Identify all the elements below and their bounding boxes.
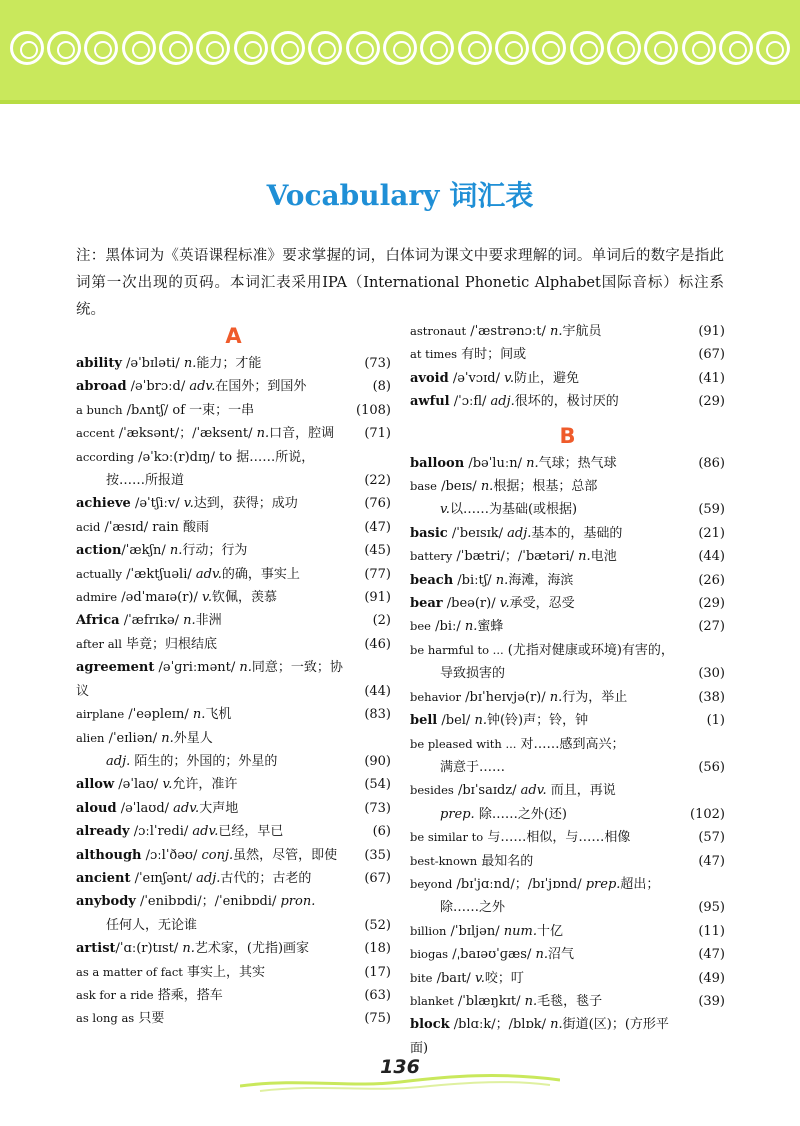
headword: beyond [410, 876, 453, 891]
vocab-entry [76, 633, 391, 656]
entry-text [76, 984, 391, 1007]
entry-text [410, 569, 725, 592]
right-column [410, 320, 725, 1060]
vocab-entry [76, 375, 391, 398]
page-reference: (57) [698, 830, 725, 846]
intro-note: 注：黑体词为《英语课程标准》要求掌握的词，白体词为课文中要求理解的词。单词后的数字是指此词第一次出现的页码。本词汇表采用IPA（International Phonetic Alphabet国际音标）标注系统。 [76, 248, 724, 318]
entry-text [410, 452, 725, 475]
entry-text [76, 633, 391, 656]
title-english: Vocabulary [266, 179, 440, 212]
definition-continued: adj. 陌生的；外国的；外星的 [106, 753, 278, 769]
top-banner [0, 0, 800, 100]
definition: /ˈblæŋkɪt/ n.毛毯，毯子 [453, 993, 603, 1009]
vocab-entry [410, 779, 725, 826]
page-reference: (6) [372, 824, 391, 840]
vocab-entry [76, 399, 391, 422]
definition-continued: v.以……为基础(或根据) [440, 502, 578, 518]
ring-icon [644, 31, 678, 65]
definition-continued: prep. 除……之外(还) [440, 806, 567, 822]
definition: /beə(r)/ v.承受，忍受 [442, 596, 575, 612]
headword: avoid [410, 370, 449, 386]
ring-icon [383, 31, 417, 65]
entry-text [76, 727, 391, 750]
entry-text [410, 522, 725, 545]
vocab-entry [76, 563, 391, 586]
definition: /ˈeɪliən/ n.外星人 [104, 730, 213, 746]
vocab-entry [410, 686, 725, 709]
entry-text [410, 990, 725, 1013]
definition: 搭乘，搭车 [153, 987, 223, 1003]
entry-text [76, 352, 391, 375]
ring-icon [532, 31, 566, 65]
definition: /biː/ n.蜜蜂 [430, 619, 504, 635]
page-reference: (35) [364, 847, 391, 863]
vocab-entry [410, 320, 725, 343]
entry-list-right-a [410, 320, 725, 414]
entry-text [76, 375, 391, 398]
definition: /əˈɡriːmənt/ n.同意；一致；协议 [76, 660, 343, 699]
definition: /ˈæktʃuəli/ adv.的确，事实上 [122, 566, 300, 582]
page-reference: (47) [364, 519, 391, 535]
entry-text [410, 943, 725, 966]
vocab-entry [410, 390, 725, 413]
section-letter-a: A [225, 324, 242, 348]
page-reference: (56) [698, 759, 725, 775]
definition: /bəˈluːn/ n.气球；热气球 [464, 455, 617, 471]
ring-icon [84, 31, 118, 65]
entry-text [410, 920, 725, 943]
headword: astronaut [410, 324, 467, 338]
ring-icon [719, 31, 753, 65]
page-reference: (75) [364, 1011, 391, 1027]
entry-text [76, 867, 391, 890]
page-reference: (47) [698, 947, 725, 963]
decorative-rings [8, 31, 792, 75]
vocab-entry [410, 615, 725, 638]
vocab-entry [76, 492, 391, 515]
vocab-entry [410, 943, 725, 966]
entry-text [76, 586, 391, 609]
vocab-entry [410, 850, 725, 873]
entry-text [410, 390, 725, 413]
entry-text [76, 703, 391, 726]
page-reference: (73) [364, 356, 391, 371]
headword: airplane [76, 707, 125, 722]
entry-text [76, 516, 391, 539]
headword: action [76, 543, 122, 559]
headword: balloon [410, 455, 465, 471]
title-chinese: 词汇表 [449, 179, 534, 212]
definition: /bɪˈjɑːnd/；/bɪˈjɒnd/ prep.超出； [452, 876, 660, 892]
definition: /əˈbrɔːd/ adv.在国外；到国外 [126, 379, 307, 395]
definition: 事实上，其实 [182, 964, 266, 980]
vocab-entry [76, 961, 391, 984]
entry-text [410, 709, 725, 732]
page-reference: (21) [698, 525, 725, 541]
page-reference: (59) [698, 502, 725, 518]
vocab-entry [76, 352, 391, 375]
ring-icon [271, 31, 305, 65]
vocab-entry [76, 890, 391, 937]
entry-text [410, 367, 725, 390]
entry-text [410, 850, 725, 873]
headword: billion [410, 923, 447, 938]
headword: abroad [76, 379, 127, 395]
definition-continued: 除……之外 [440, 900, 506, 916]
page-reference: (108) [356, 402, 391, 418]
entry-list-left [76, 352, 391, 1031]
definition: /blɑːk/；/blɒk/ n.街道(区)；(方形平面) [410, 1017, 669, 1056]
headword: blanket [410, 993, 454, 1008]
ring-icon [458, 31, 492, 65]
vocab-entry [76, 867, 391, 890]
headword: awful [410, 394, 450, 410]
definition: /əˈvɔɪd/ v.防止，避免 [448, 370, 580, 386]
entry-text [76, 797, 391, 820]
left-column [76, 320, 391, 1031]
definition: /ˈbɪljən/ num.十亿 [446, 923, 563, 939]
headword: Africa [76, 613, 120, 629]
definition: /ˈæsɪd/ rain 酸雨 [100, 519, 209, 535]
headword: after all [76, 636, 122, 651]
vocab-entry [76, 539, 391, 562]
ring-icon [122, 31, 156, 65]
page-reference: (91) [364, 590, 391, 606]
vocab-entry [410, 826, 725, 849]
page-number: 136 [380, 1056, 420, 1078]
definition: /ˈækʃn/ n.行动；行为 [121, 543, 248, 559]
ring-icon [570, 31, 604, 65]
headword: admire [76, 590, 118, 605]
entry-text [410, 733, 725, 756]
headword: ask for a ride [76, 987, 154, 1002]
ring-icon [47, 31, 81, 65]
headword: already [76, 824, 130, 840]
page-reference: (77) [364, 566, 391, 582]
headword: bell [410, 713, 438, 729]
headword: beach [410, 572, 454, 588]
definition: /ˈæfrɪkə/ n.非洲 [119, 613, 222, 629]
entry-text [76, 609, 391, 632]
page-reference: (17) [364, 964, 391, 980]
page-reference: (49) [698, 970, 725, 986]
headword: basic [410, 525, 448, 541]
definition: 毕竟；归根结底 [121, 636, 218, 652]
page-reference: (63) [364, 987, 391, 1003]
entry-text [410, 686, 725, 709]
headword: achieve [76, 496, 131, 512]
headword: be similar to [410, 830, 484, 845]
entry-text [410, 1013, 725, 1060]
definition: /ˈbeɪsɪk/ adj.基本的，基础的 [447, 525, 623, 541]
definition-continued: 按……所报道 [106, 473, 185, 489]
headword: accent [76, 426, 115, 441]
entry-text [410, 873, 725, 896]
ring-icon [10, 31, 44, 65]
definition: /ˈæstrənɔːt/ n.宇航员 [466, 324, 602, 339]
entry-list-right-b [410, 452, 725, 1061]
definition: /bɪˈheɪvjə(r)/ n.行为，举止 [461, 689, 628, 705]
definition: /ɔːlˈðəʊ/ conj.虽然，尽管，即使 [141, 847, 338, 863]
vocab-entry [410, 709, 725, 732]
definition: /ˈenibɒdi/；/ˈenibɒdi/ pron. [135, 894, 316, 910]
page-reference: (41) [698, 370, 725, 386]
page-reference: (71) [364, 426, 391, 442]
page-reference: (22) [364, 473, 391, 489]
definition-continued: 导致损害的 [440, 666, 506, 682]
page-reference: (2) [372, 613, 391, 629]
ring-icon [159, 31, 193, 65]
entry-text [410, 475, 725, 498]
vocab-entry [76, 422, 391, 445]
page-reference: (11) [698, 923, 725, 939]
page-reference: (54) [364, 777, 391, 793]
vocab-entry [76, 446, 391, 493]
headword: at times [410, 347, 458, 362]
headword: be harmful to ... [410, 642, 504, 657]
page-reference: (46) [364, 636, 391, 652]
vocab-entry [410, 522, 725, 545]
vocab-entry [410, 920, 725, 943]
definition: /ˈæksənt/；/ˈæksent/ n.口音，腔调 [114, 426, 335, 442]
definition: /ˈɔːfl/ adj.很坏的，极讨厌的 [449, 394, 619, 410]
entry-text [76, 961, 391, 984]
vocab-entry [76, 656, 391, 703]
definition-continued: 任何人，无论谁 [106, 917, 198, 933]
definition: /əˈlaʊ/ v.允许，准许 [114, 777, 238, 793]
entry-text [410, 639, 725, 662]
page-reference: (29) [698, 596, 725, 612]
vocab-entry [410, 1013, 725, 1060]
headword: battery [410, 549, 453, 564]
definition: /ˈbætri/；/ˈbætəri/ n.电池 [452, 549, 617, 565]
page-reference: (91) [698, 324, 725, 339]
ring-icon [196, 31, 230, 65]
definition: /baɪt/ v.咬；叮 [432, 970, 524, 986]
entry-text [410, 545, 725, 568]
definition: 对……感到高兴； [516, 736, 625, 752]
headword: as long as [76, 1011, 135, 1026]
ring-icon [346, 31, 380, 65]
entry-text [76, 446, 391, 469]
page-reference: (1) [706, 713, 725, 729]
vocab-entry [76, 844, 391, 867]
vocab-entry [410, 545, 725, 568]
vocab-entry [76, 984, 391, 1007]
headword: a bunch [76, 402, 123, 417]
entry-text [76, 656, 391, 703]
page-reference: (29) [698, 394, 725, 410]
entry-text [76, 399, 391, 422]
entry-text [76, 492, 391, 515]
definition: /əˈlaʊd/ adv.大声地 [116, 800, 239, 816]
vocab-entry [410, 475, 725, 522]
page-reference: (30) [698, 666, 725, 682]
entry-text [76, 890, 391, 913]
entry-text [410, 615, 725, 638]
page-reference: (67) [698, 347, 725, 363]
vocab-entry [410, 990, 725, 1013]
vocab-entry [410, 452, 725, 475]
vocab-entry [76, 727, 391, 774]
vocab-entry [410, 967, 725, 990]
definition: /ɔːlˈredi/ adv.已经，早已 [129, 824, 284, 840]
headword: be pleased with ... [410, 736, 517, 751]
definition: /ədˈmaɪə(r)/ v.钦佩，羡慕 [117, 590, 277, 606]
entry-text [76, 1007, 391, 1030]
page-reference: (76) [364, 496, 391, 512]
headword: according [76, 449, 134, 464]
vocab-entry [410, 639, 725, 686]
definition: 只要 [134, 1011, 165, 1027]
page-reference: (67) [364, 870, 391, 886]
definition: /ˈeəpleɪn/ n.飞机 [124, 707, 232, 723]
page-reference: (83) [364, 707, 391, 723]
page-reference: (90) [364, 753, 391, 769]
headword: artist [76, 941, 116, 957]
headword: bear [410, 596, 443, 612]
page-reference: (95) [698, 900, 725, 916]
vocab-entry [76, 773, 391, 796]
page-reference: (73) [364, 800, 391, 816]
page-title [0, 174, 800, 214]
page-reference: (86) [698, 455, 725, 471]
headword: ancient [76, 870, 131, 886]
definition: /bɪˈsaɪdz/ adv. 而且，再说 [453, 783, 616, 799]
ring-icon [420, 31, 454, 65]
entry-text [410, 592, 725, 615]
definition: /əˈkɔː(r)dɪŋ/ to 据……所说， [133, 449, 315, 465]
entry-text [410, 826, 725, 849]
vocab-entry [410, 343, 725, 366]
headword: actually [76, 566, 123, 581]
vocab-entry [76, 516, 391, 539]
ring-icon [308, 31, 342, 65]
headword: bee [410, 619, 431, 634]
headword: agreement [76, 660, 155, 676]
vocab-entry [76, 1007, 391, 1030]
ring-icon [607, 31, 641, 65]
ring-icon [682, 31, 716, 65]
vocab-entry [76, 937, 391, 960]
vocab-entry [76, 820, 391, 843]
page-reference: (44) [698, 549, 725, 565]
definition: (尤指对健康或环境)有害的， [503, 642, 674, 658]
definition: /ˈeɪnʃənt/ adj.古代的；古老的 [130, 870, 312, 886]
entry-text [76, 539, 391, 562]
entry-text [76, 773, 391, 796]
entry-text [410, 343, 725, 366]
definition: 与……相似，与……相像 [483, 830, 631, 846]
page-reference: (52) [364, 917, 391, 933]
definition: /ˌbaɪəʊˈɡæs/ n.沼气 [448, 947, 574, 963]
vocab-entry [76, 703, 391, 726]
headword: as a matter of fact [76, 964, 183, 979]
headword: ability [76, 356, 122, 371]
vocab-entry [410, 733, 725, 780]
page-reference: (47) [698, 853, 725, 869]
entry-text [76, 844, 391, 867]
vocab-entry [410, 569, 725, 592]
page-reference: (27) [698, 619, 725, 635]
page-reference: (26) [698, 572, 725, 588]
headword: alien [76, 730, 105, 745]
page-reference: (8) [372, 379, 391, 395]
headword: acid [76, 519, 101, 534]
page-reference: (102) [690, 806, 725, 822]
definition: 最知名的 [477, 853, 534, 869]
entry-text [410, 320, 725, 343]
definition: /bel/ n.钟(铃)声；铃，钟 [437, 713, 589, 729]
headword: besides [410, 783, 454, 798]
headword: behavior [410, 689, 462, 704]
ring-icon [756, 31, 790, 65]
definition: /bʌntʃ/ of 一束；一串 [122, 402, 255, 418]
headword: biogas [410, 947, 449, 962]
headword: anybody [76, 894, 136, 910]
definition: /beɪs/ n.根据；根基；总部 [436, 479, 598, 495]
page-reference: (45) [364, 543, 391, 559]
vocab-entry [410, 367, 725, 390]
headword: base [410, 479, 437, 494]
page-reference: (44) [364, 683, 391, 699]
definition-continued: 满意于…… [440, 759, 506, 775]
ring-icon [234, 31, 268, 65]
headword: bite [410, 970, 433, 985]
definition: /əˈbɪləti/ n.能力；才能 [121, 356, 262, 371]
headword: allow [76, 777, 115, 793]
definition: /biːtʃ/ n.海滩，海滨 [453, 572, 574, 588]
page-reference: (38) [698, 689, 725, 705]
vocab-entry [76, 586, 391, 609]
entry-text [76, 563, 391, 586]
entry-text [76, 422, 391, 445]
page-reference: (39) [698, 993, 725, 1009]
entry-text [76, 820, 391, 843]
definition: 有时；间或 [457, 347, 527, 363]
headword: block [410, 1017, 450, 1033]
section-letter-b: B [559, 423, 576, 448]
page-reference: (18) [364, 941, 391, 957]
headword: best-known [410, 853, 478, 868]
vocab-entry [76, 609, 391, 632]
entry-text [76, 937, 391, 960]
definition: /ˈɑː(r)tɪst/ n.艺术家，(尤指)画家 [115, 941, 310, 957]
banner-edge [0, 100, 800, 104]
vocab-entry [410, 873, 725, 920]
entry-text [410, 779, 725, 802]
ring-icon [495, 31, 529, 65]
headword: although [76, 847, 142, 863]
vocab-entry [76, 797, 391, 820]
definition: /əˈtʃiːv/ v.达到，获得；成功 [130, 496, 298, 512]
headword: aloud [76, 800, 117, 816]
vocab-entry [410, 592, 725, 615]
entry-text [410, 967, 725, 990]
